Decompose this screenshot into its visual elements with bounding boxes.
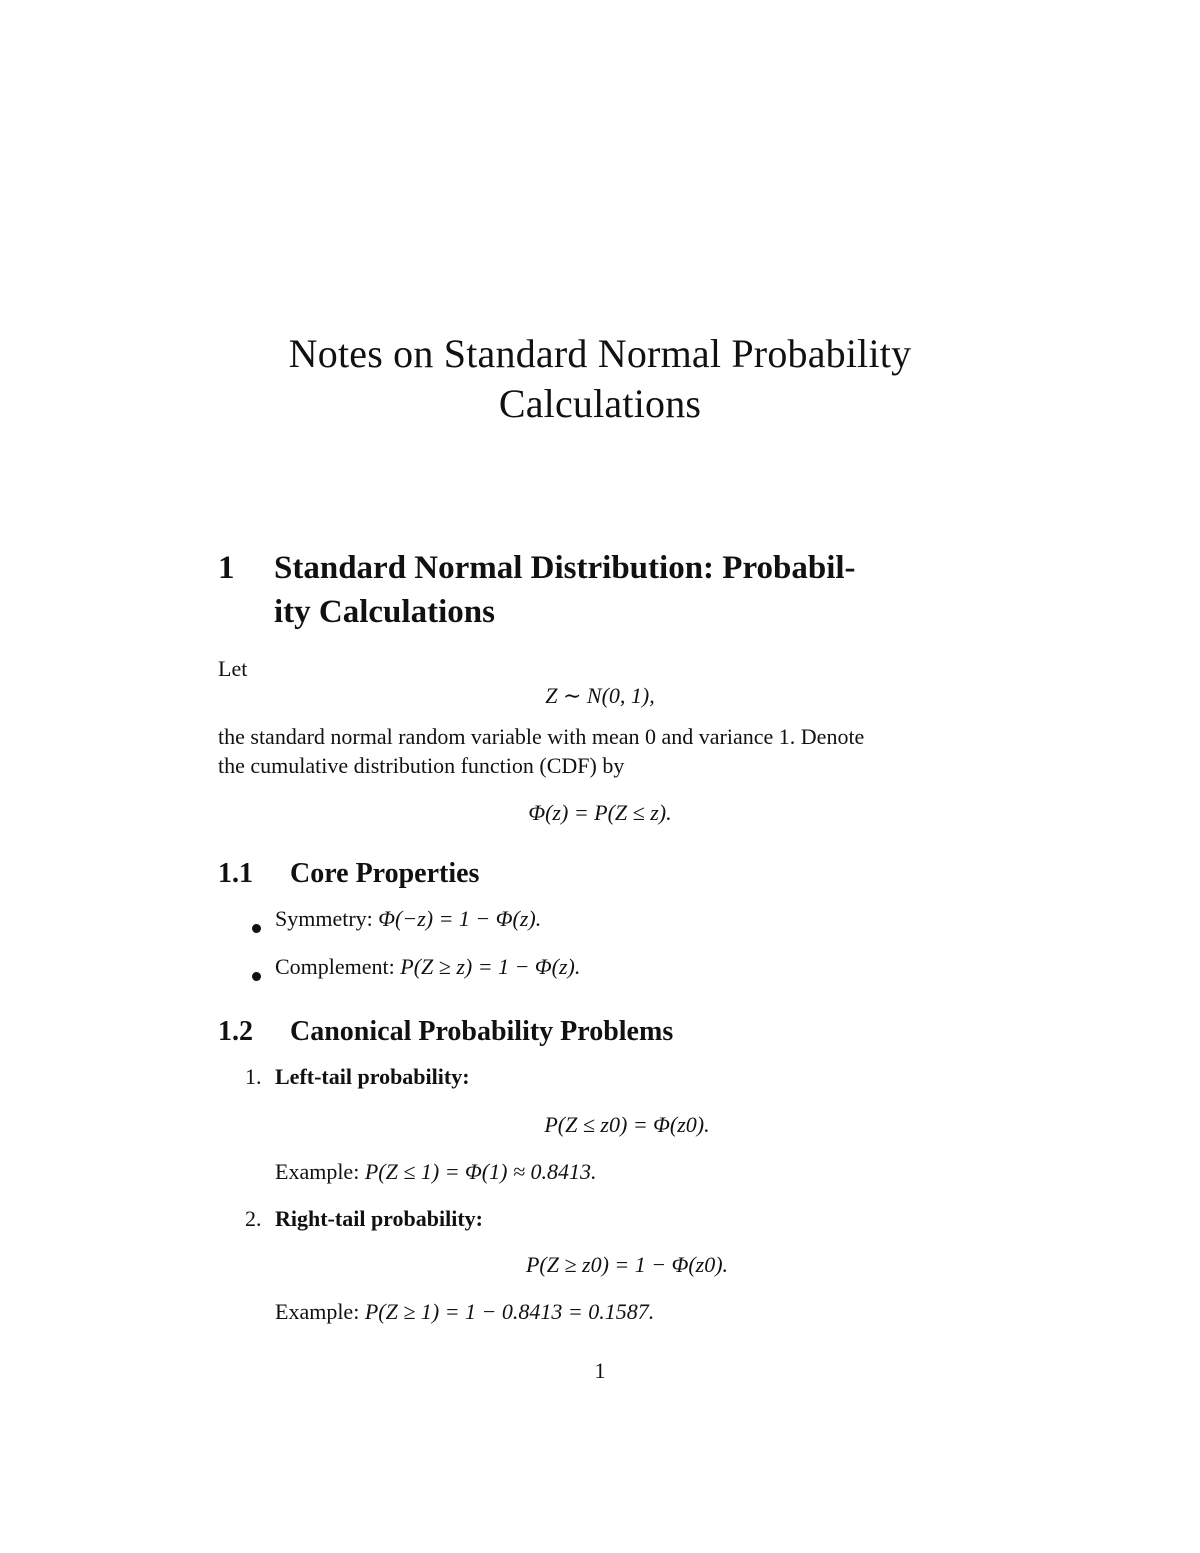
example-label: Example:	[275, 1159, 360, 1184]
example-formula: P(Z ≤ 1) = Φ(1) ≈ 0.8413.	[364, 1159, 597, 1184]
paragraph-line-2: the cumulative distribution function (CDF) by	[218, 753, 625, 778]
formula-right-tail: P(Z ≥ z0) = 1 − Φ(z0).	[525, 1252, 729, 1277]
example-formula: P(Z ≥ 1) = 1 − 0.8413 = 0.1587.	[364, 1299, 655, 1324]
title-line-2: Calculations	[498, 381, 702, 426]
paragraph-line-1: the standard normal random variable with mean 0 and variance 1. Denote	[218, 724, 865, 749]
item-formula: Φ(−z) = 1 − Φ(z).	[378, 906, 542, 931]
problem-heading-right-tail: Right-tail probability:	[275, 1206, 484, 1231]
problem-number-1: 1.	[245, 1064, 262, 1089]
item-formula: P(Z ≥ z) = 1 − Φ(z).	[400, 954, 581, 979]
bullet-icon	[252, 966, 261, 985]
subsection-number-1-2: 1.2	[218, 1016, 253, 1047]
section-title-line-2: ity Calculations	[274, 594, 495, 630]
equation-cdf: Φ(z) = P(Z ≤ z).	[528, 800, 672, 825]
item-label: Symmetry:	[275, 906, 373, 931]
item-label: Complement:	[275, 954, 395, 979]
example-right-tail	[275, 1299, 654, 1325]
subsection-number-1-1: 1.1	[218, 858, 253, 889]
section-number: 1	[218, 550, 235, 586]
intro-let: Let	[218, 656, 248, 681]
equation-z-distribution: Z ∼ N(0, 1),	[545, 683, 655, 708]
list-item-symmetry	[275, 906, 541, 932]
subsection-title-core-properties: Core Properties	[290, 858, 480, 889]
problem-number-2: 2.	[245, 1206, 262, 1231]
example-label: Example:	[275, 1299, 360, 1324]
subsection-title-canonical-problems: Canonical Probability Problems	[290, 1016, 674, 1047]
title-line-1: Notes on Standard Normal Probability	[288, 331, 912, 376]
list-item-complement	[275, 954, 580, 980]
bullet-icon	[252, 918, 261, 937]
section-title-line-1: Standard Normal Distribution: Probabil-	[274, 550, 856, 586]
problem-heading-left-tail: Left-tail probability:	[275, 1064, 470, 1089]
example-left-tail	[275, 1159, 597, 1185]
page-number: 1	[594, 1358, 606, 1383]
formula-left-tail: P(Z ≤ z0) = Φ(z0).	[544, 1112, 710, 1137]
